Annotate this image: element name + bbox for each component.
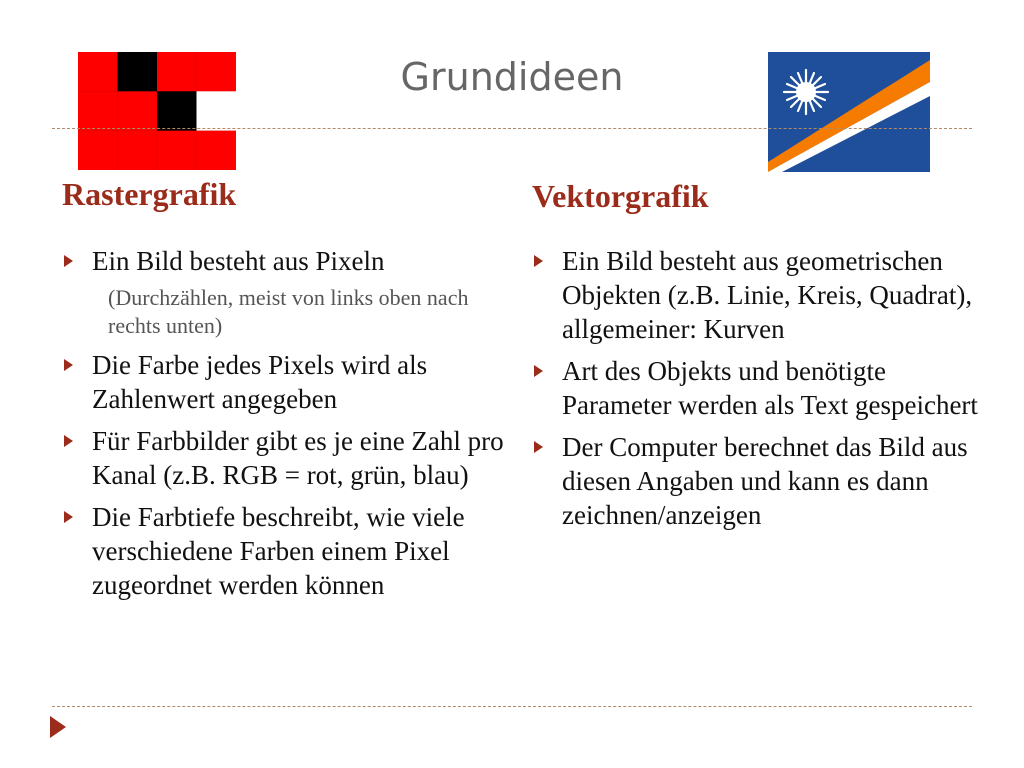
vector-bullet-list bbox=[532, 244, 982, 532]
right-triangle-icon bbox=[64, 359, 73, 371]
list-item bbox=[532, 244, 982, 346]
raster-bullet-list bbox=[62, 244, 512, 602]
slide-title: Grundideen bbox=[400, 55, 624, 99]
right-triangle-icon bbox=[64, 255, 73, 267]
bullet-text: Ein Bild besteht aus geometrischen Objekten (z.B. Linie, Kreis, Quadrat), allgemeiner: Kurven bbox=[562, 246, 973, 344]
bullet-text: Ein Bild besteht aus Pixeln bbox=[92, 246, 385, 276]
bullet-text: Art des Objekts und benötigte Parameter werden als Text gespeichert bbox=[562, 356, 978, 420]
raster-heading: Rastergrafik bbox=[62, 176, 237, 212]
sub-note: (Durchzählen, meist von links oben nach rechts unten) bbox=[108, 285, 469, 338]
right-triangle-icon bbox=[534, 255, 543, 267]
right-triangle-icon bbox=[534, 441, 543, 453]
vector-flag-image bbox=[768, 52, 930, 172]
list-item bbox=[62, 348, 512, 416]
list-item bbox=[62, 424, 512, 492]
raster-column bbox=[62, 244, 512, 610]
bullet-text: Die Farbtiefe beschreibt, wie viele verschiedene Farben einem Pixel zugeordnet werden können bbox=[92, 502, 465, 600]
bullet-text: Für Farbbilder gibt es je eine Zahl pro Kanal (z.B. RGB = rot, grün, blau) bbox=[92, 426, 504, 490]
list-item bbox=[532, 430, 982, 532]
list-item bbox=[62, 244, 512, 278]
right-triangle-icon bbox=[64, 511, 73, 523]
bullet-text: Die Farbe jedes Pixels wird als Zahlenwert angegeben bbox=[92, 350, 428, 414]
right-triangle-icon bbox=[64, 435, 73, 447]
list-item bbox=[62, 500, 512, 602]
right-triangle-icon bbox=[534, 365, 543, 377]
top-divider bbox=[52, 128, 972, 129]
right-arrow-icon[interactable] bbox=[50, 716, 66, 738]
list-item bbox=[532, 354, 982, 422]
bullet-text: Der Computer berechnet das Bild aus diesen Angaben und kann es dann zeichnen/anzeigen bbox=[562, 432, 968, 530]
bottom-divider bbox=[52, 706, 972, 707]
vector-heading: Vektorgrafik bbox=[532, 178, 709, 214]
vector-column bbox=[532, 244, 982, 540]
sunburst-star-icon bbox=[784, 70, 828, 114]
